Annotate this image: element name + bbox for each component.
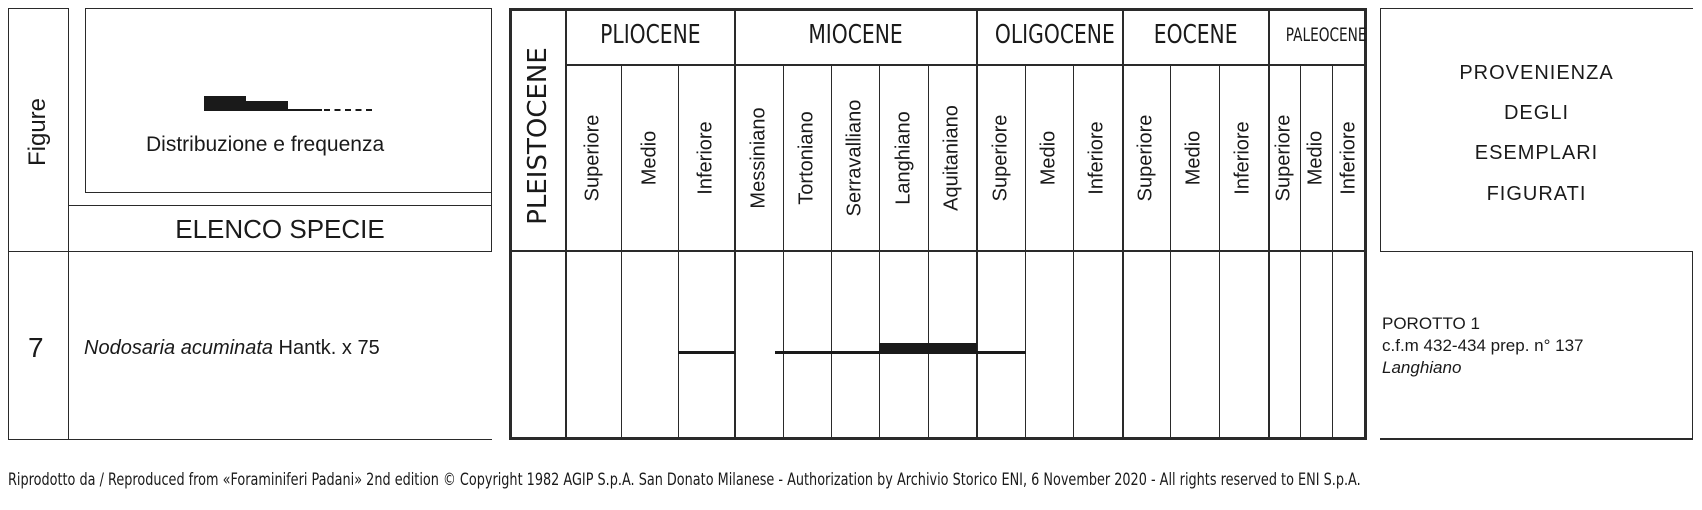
stage-pliocene-medio: Medio [638, 130, 661, 186]
legend-caption: Distribuzione e frequenza [146, 133, 385, 156]
stage-pliocene-superiore: Superiore [581, 114, 604, 202]
provenance-header-line-3: ESEMPLARI [1474, 142, 1599, 164]
stage-paleocene-superiore: Superiore [1272, 114, 1295, 202]
origin-well: POROTTO 1 [1382, 314, 1480, 333]
stage-oligocene-medio: Medio [1037, 130, 1060, 186]
stage-serravalliano: Serravalliano [843, 99, 866, 217]
epoch-eocene: EOCENE [1154, 20, 1238, 50]
stage-langhiano: Langhiano [892, 111, 915, 205]
provenance-header-line-1: PROVENIENZA [1459, 62, 1614, 84]
stage-paleocene-inferiore: Inferiore [1337, 121, 1360, 195]
stage-oligocene-inferiore: Inferiore [1085, 121, 1108, 195]
distribution-bar-tortoniano-serravalliano [775, 351, 880, 354]
origin-core-info: c.f.m 432-434 prep. n° 137 [1382, 336, 1584, 355]
epoch-oligocene: OLIGOCENE [994, 20, 1115, 50]
distribution-bar-oligocene-superiore [977, 351, 1026, 354]
stage-pliocene-inferiore: Inferiore [694, 121, 717, 195]
species-author: Hantk. x 75 [273, 337, 380, 359]
stage-messiniano: Messiniano [747, 107, 770, 209]
epoch-miocene: MIOCENE [808, 20, 904, 50]
stage-aquitaniano: Aquitaniano [940, 105, 963, 211]
distribution-bar-pliocene-inferiore [678, 351, 735, 354]
origin-age: Langhiano [1382, 358, 1462, 377]
distribution-bar-langhiano-aquitaniano [879, 343, 977, 354]
pleistocene-header: PLEISTOCENE [523, 47, 553, 225]
figure-column-header: Figure [24, 97, 51, 167]
copyright-footer: Riprodotto da / Reproduced from «Foraminiferi Padani» 2nd edition © Copyright 1982 AGIP S.p.A. San Donato Milanese - Authorization by Archivio Storico ENI, 6 November 2020 - All rights reserved to ENI S.p.A. [8, 470, 1361, 490]
epoch-paleocene: PALEOCENE [1285, 24, 1367, 46]
stage-tortoniano: Tortoniano [795, 111, 818, 205]
stage-eocene-superiore: Superiore [1134, 114, 1157, 202]
epoch-pliocene: PLIOCENE [600, 20, 701, 50]
stage-eocene-inferiore: Inferiore [1231, 121, 1254, 195]
species-entry [84, 337, 380, 360]
stage-paleocene-medio: Medio [1304, 130, 1327, 186]
provenance-header-line-2: DEGLI [1503, 102, 1570, 124]
legend-bar-dashed [324, 109, 372, 111]
legend-bar-thin [288, 109, 322, 111]
provenance-header-line-4: FIGURATI [1486, 183, 1587, 205]
legend-bar-medium [246, 101, 288, 111]
legend-bar-thick [204, 96, 246, 111]
species-name: Nodosaria acuminata [84, 337, 273, 359]
species-list-header: ELENCO SPECIE [175, 214, 385, 244]
stage-eocene-medio: Medio [1182, 130, 1205, 186]
stage-oligocene-superiore: Superiore [989, 114, 1012, 202]
figure-number: 7 [28, 332, 44, 363]
